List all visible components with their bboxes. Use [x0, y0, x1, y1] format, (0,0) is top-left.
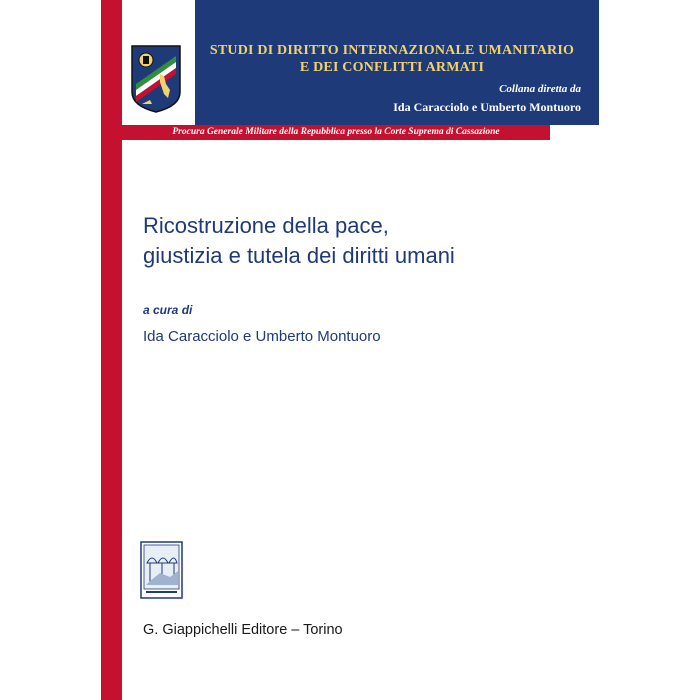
book-cover — [101, 0, 599, 700]
series-directed-by-label: Collana diretta da — [499, 83, 581, 95]
book-editors: Ida Caracciolo e Umberto Montuoro — [143, 328, 381, 345]
institution-strip — [122, 125, 550, 140]
series-directors: Ida Caracciolo e Umberto Montuoro — [393, 100, 581, 114]
series-title-line1: STUDI DI DIRITTO INTERNAZIONALE UMANITARIO — [209, 43, 575, 58]
book-title-line1: Ricostruzione della pace, — [143, 213, 389, 238]
book-title — [143, 211, 583, 271]
red-spine-stripe — [101, 0, 122, 700]
series-title — [202, 42, 582, 76]
military-justice-emblem-icon — [130, 44, 182, 114]
institution-name: Procura Generale Militare della Repubblica presso la Corte Suprema di Cassazione — [172, 127, 500, 137]
edited-by-label: a cura di — [143, 303, 193, 317]
publisher-name: G. Giappichelli Editore – Torino — [143, 622, 343, 638]
series-title-line2: E DEI CONFLITTI ARMATI — [299, 60, 485, 75]
book-title-line2: giustizia e tutela dei diritti umani — [143, 243, 455, 268]
publisher-logo-icon — [140, 541, 183, 599]
